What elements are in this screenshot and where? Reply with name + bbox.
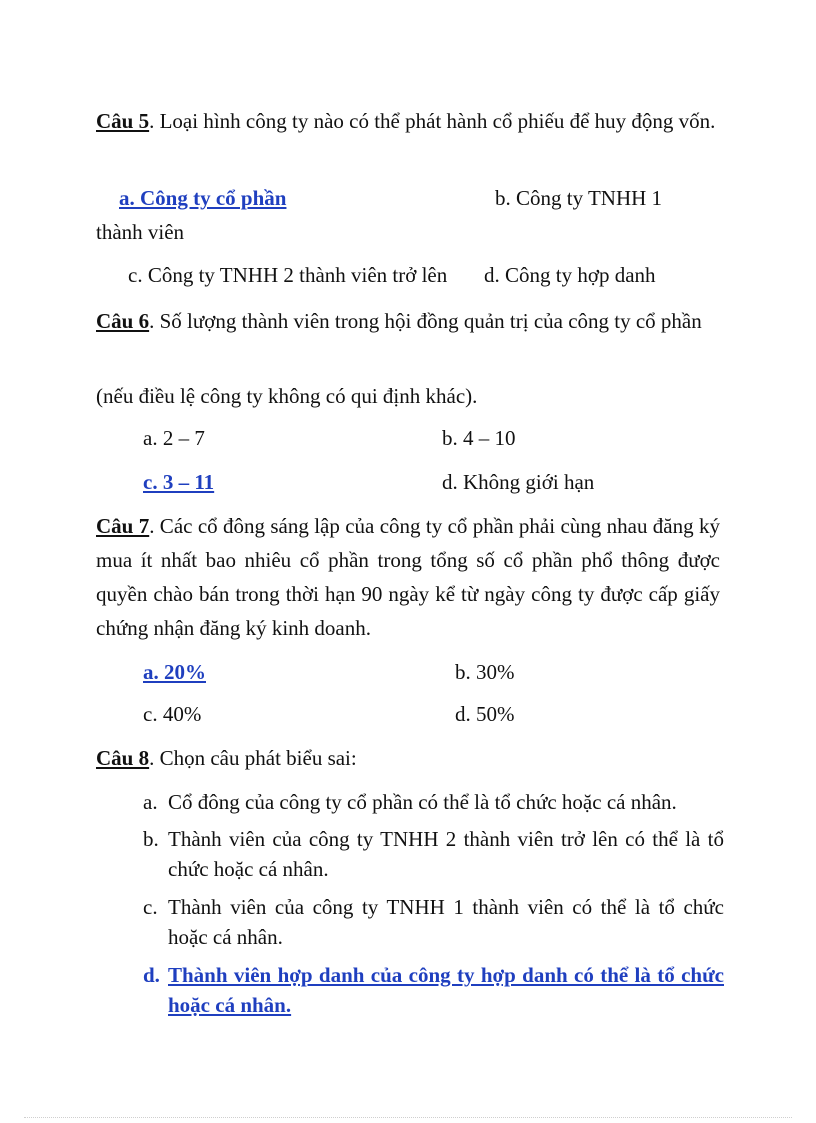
q6-option-a[interactable]: a. 2 – 7 [143,426,205,450]
q5-option-a[interactable]: a. Công ty cổ phần [119,186,287,210]
question-6-text: . Số lượng thành viên trong hội đồng quản trị của công ty cổ phần [149,309,702,333]
q6-option-d[interactable]: d. Không giới hạn [442,470,595,494]
q7-option-d[interactable]: d. 50% [455,702,515,726]
q7-option-b[interactable]: b. 30% [455,660,515,684]
q5-option-c[interactable]: c. Công ty TNHH 2 thành viên trở lên [128,263,448,287]
question-7 [96,509,720,645]
question-5-label: Câu 5 [96,109,150,133]
question-5 [96,104,720,138]
question-6 [96,304,720,338]
q5-option-b-continued: thành viên [96,220,185,244]
question-7-label: Câu 7 [96,514,150,538]
q8-option-a-letter: a. [143,790,158,814]
question-7-text: . Các cổ đông sáng lập của công ty cổ phần phải cùng nhau đăng ký mua ít nhất bao nhiêu cổ phần trong tổng số cổ phần phổ thông được quyền chào bán trong thời hạn 90 ngày kể từ ngày công ty được cấp giấy chứng nhận đăng ký kinh doanh. [96,514,720,640]
question-8-text: . Chọn câu phát biểu sai: [149,746,357,770]
question-5-text: . Loại hình công ty nào có thể phát hành cổ phiếu để huy động vốn. [149,109,716,133]
q7-option-c[interactable]: c. 40% [143,702,202,726]
q8-option-d[interactable]: Thành viên hợp danh của công ty hợp danh có thể là tổ chức hoặc cá nhân. [168,963,724,1017]
q8-option-b[interactable]: Thành viên của công ty TNHH 2 thành viên trở lên có thể là tổ chức hoặc cá nhân. [168,827,724,881]
q6-option-b[interactable]: b. 4 – 10 [442,426,516,450]
question-6-label: Câu 6 [96,309,150,333]
question-8-label: Câu 8 [96,746,150,770]
question-8 [96,741,357,775]
q8-option-d-letter: d. [143,963,160,987]
page-footer-divider [24,1117,792,1118]
question-6-note: (nếu điều lệ công ty không có qui định khác). [96,384,478,408]
q5-option-b[interactable]: b. Công ty TNHH 1 [495,186,663,210]
q7-option-a[interactable]: a. 20% [143,660,206,684]
q8-option-a[interactable]: Cổ đông của công ty cổ phần có thể là tổ chức hoặc cá nhân. [168,790,677,814]
q5-option-d[interactable]: d. Công ty hợp danh [484,263,656,287]
q6-option-c[interactable]: c. 3 – 11 [143,470,215,494]
q8-option-c[interactable]: Thành viên của công ty TNHH 1 thành viên có thể là tổ chức hoặc cá nhân. [168,895,724,949]
q8-option-c-letter: c. [143,895,158,919]
q8-option-b-letter: b. [143,827,159,851]
